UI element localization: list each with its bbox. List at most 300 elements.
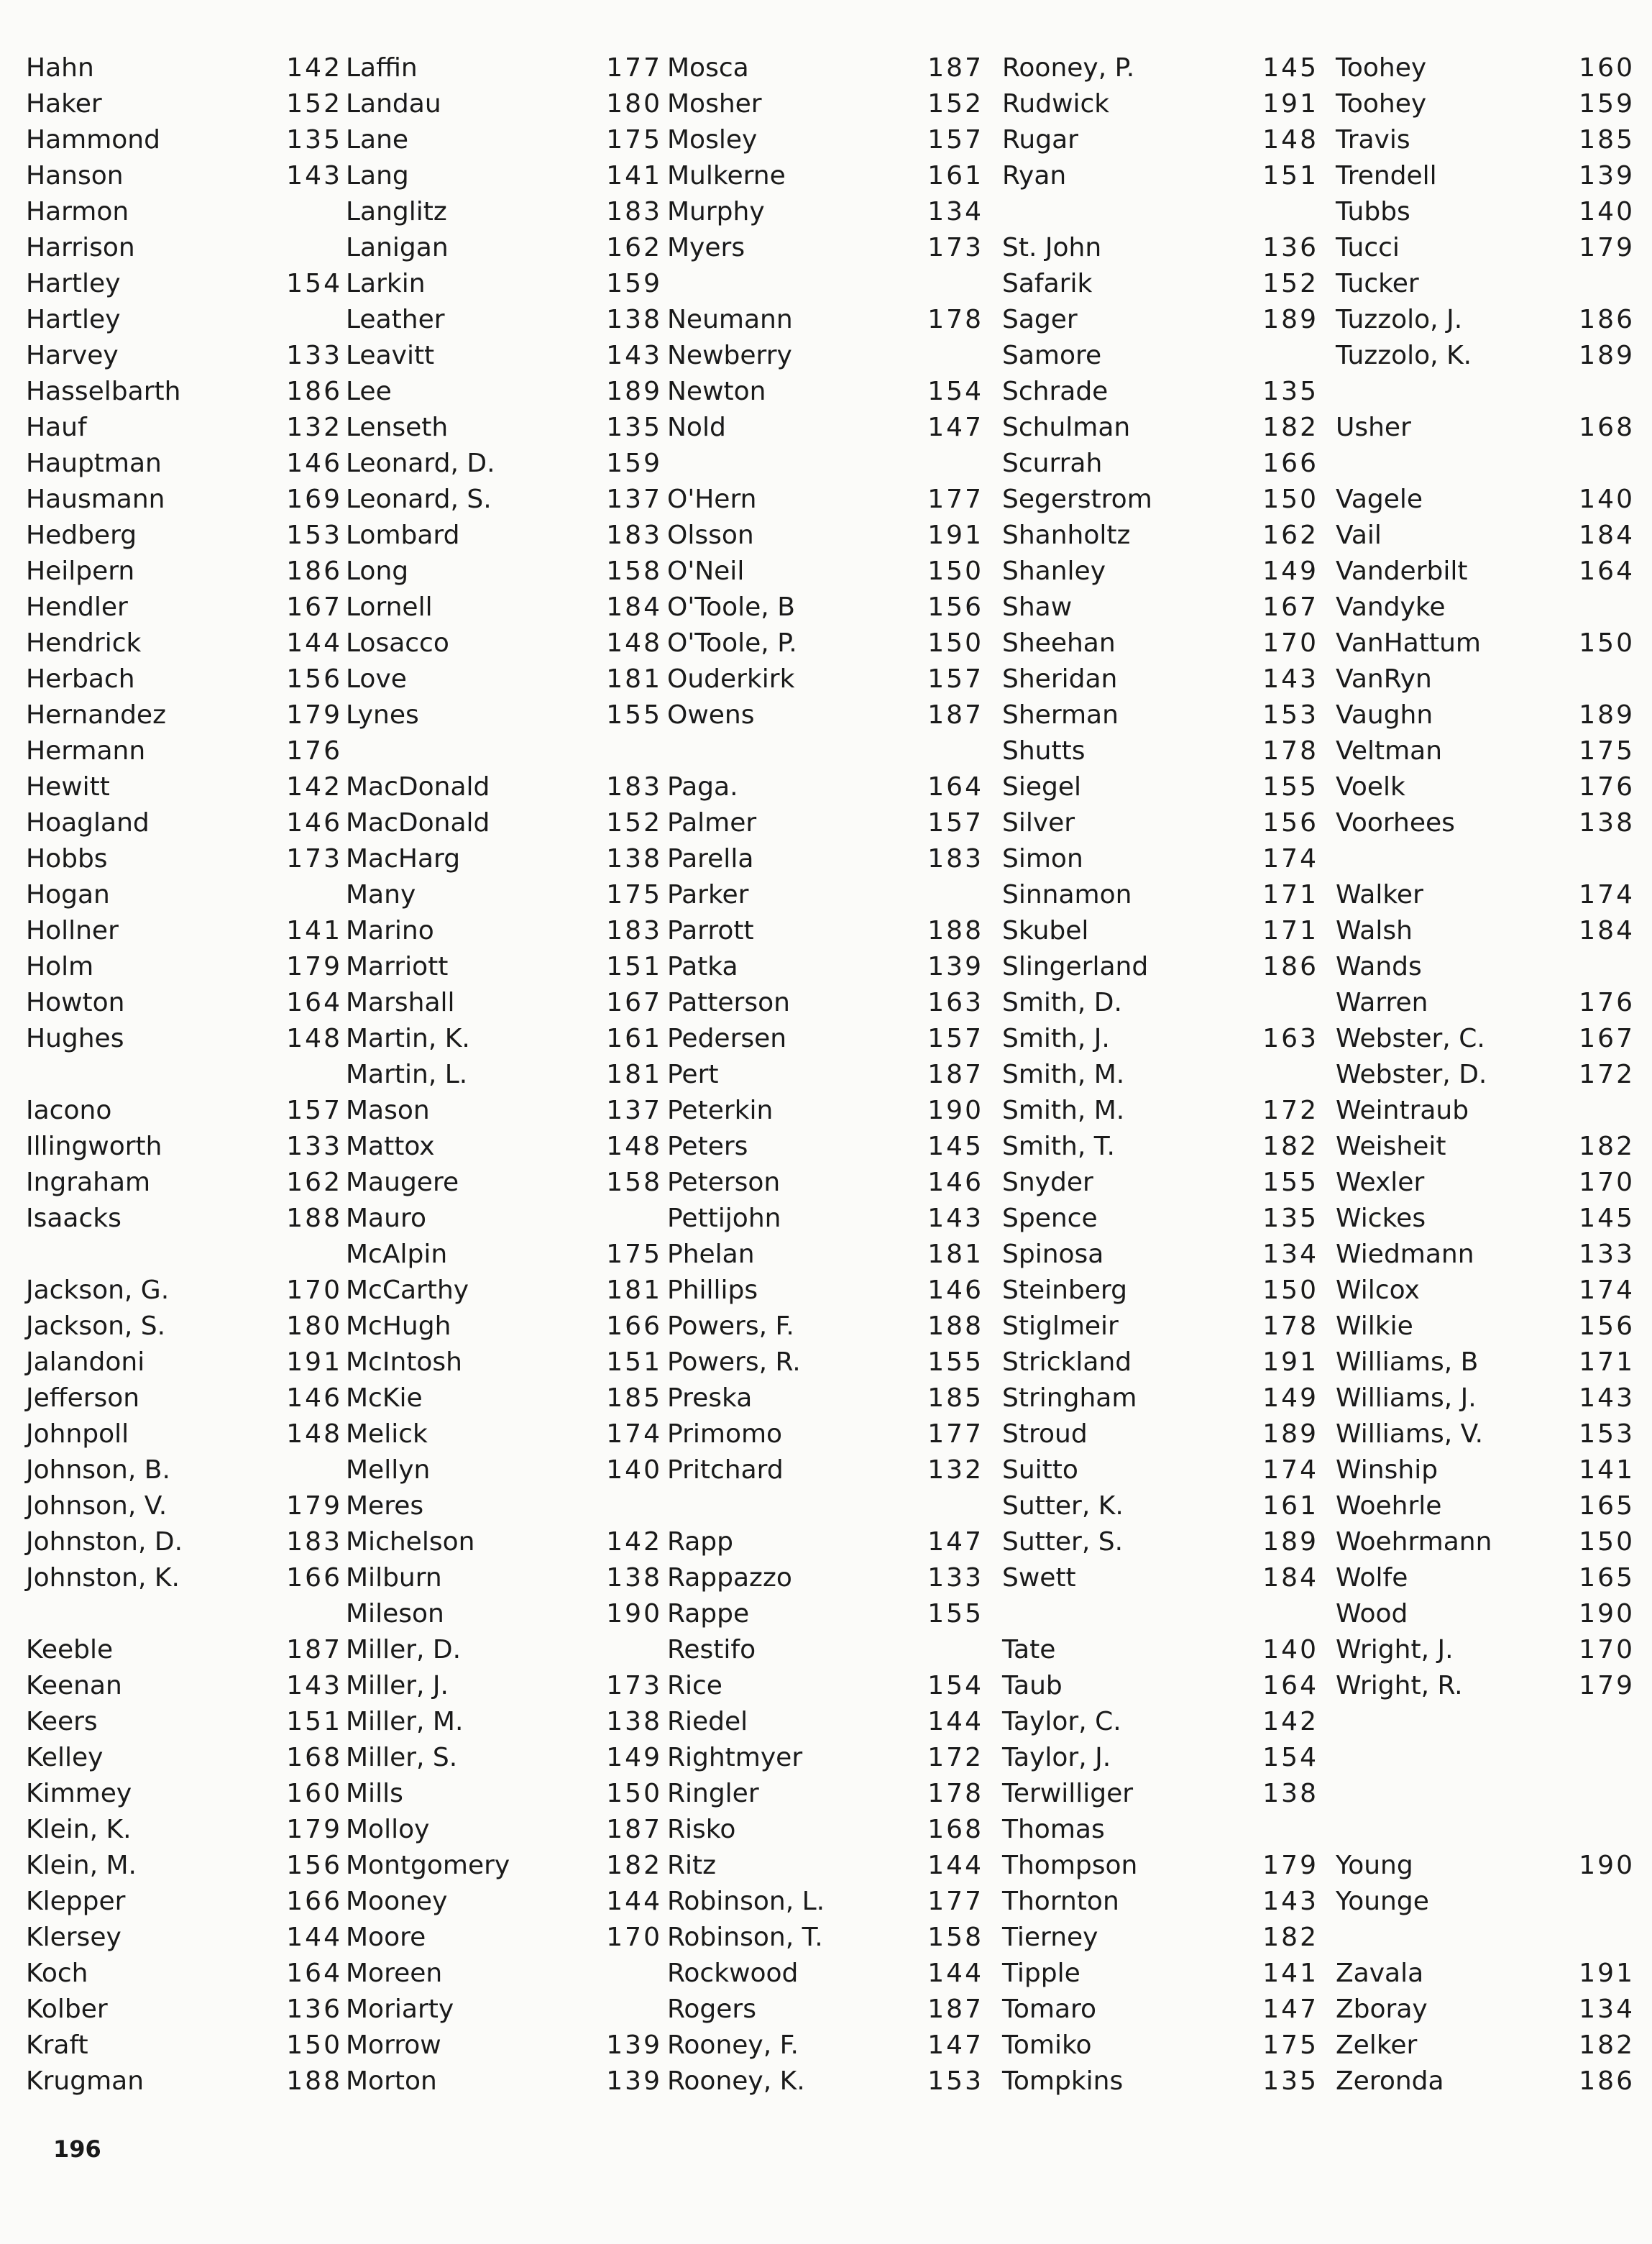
- entry-page-number: 185: [927, 1383, 983, 1413]
- entry-name: Preska: [667, 1383, 753, 1413]
- entry-name: Miller, M.: [346, 1707, 464, 1736]
- index-entry: [1336, 697, 1652, 733]
- entry-name: Snyder: [1002, 1168, 1093, 1197]
- index-entry: [1336, 769, 1652, 805]
- entry-name: Zavala: [1336, 1959, 1424, 1988]
- entry-name: Stroud: [1002, 1419, 1088, 1449]
- entry-name: Riedel: [667, 1707, 748, 1736]
- entry-name: Herbach: [26, 664, 135, 694]
- entry-page-number: 146: [927, 1276, 983, 1305]
- entry-name: McAlpin: [346, 1240, 448, 1269]
- entry-name: Taylor, J.: [1002, 1743, 1111, 1772]
- entry-page-number: 138: [606, 844, 662, 874]
- entry-page-number: 164: [1262, 1671, 1318, 1700]
- entry-name: Miller, S.: [346, 1743, 458, 1772]
- entry-name: Marshall: [346, 988, 455, 1017]
- entry-name: Jefferson: [26, 1383, 140, 1413]
- entry-page-number: 155: [606, 700, 662, 730]
- index-entry: [346, 1093, 662, 1129]
- entry-page-number: 150: [1262, 1276, 1318, 1305]
- entry-name: VanHattum: [1336, 628, 1481, 658]
- index-entry: [667, 769, 983, 805]
- entry-page-number: 189: [1262, 1527, 1318, 1557]
- index-entry: [667, 230, 983, 266]
- index-entry: [346, 1488, 662, 1524]
- entry-name: Hobbs: [26, 844, 108, 874]
- index-entry: [346, 913, 662, 949]
- entry-page-number: 152: [927, 89, 983, 119]
- index-column-2: [346, 50, 662, 2099]
- entry-name: Mason: [346, 1096, 430, 1125]
- entry-page-number: 182: [606, 1851, 662, 1880]
- entry-page-number: 180: [606, 89, 662, 119]
- index-entry: [346, 1812, 662, 1848]
- entry-name: Parrott: [667, 916, 754, 945]
- index-entry: [346, 1129, 662, 1165]
- entry-name: Mills: [346, 1779, 403, 1808]
- index-entry: [26, 1093, 342, 1129]
- entry-page-number: 142: [606, 1527, 662, 1557]
- entry-page-number: 184: [606, 592, 662, 622]
- entry-name: MacDonald: [346, 808, 490, 838]
- entry-page-number: 144: [927, 1959, 983, 1988]
- entry-name: Neumann: [667, 305, 793, 334]
- entry-page-number: 161: [606, 1024, 662, 1053]
- index-entry: [26, 1884, 342, 1920]
- entry-name: Isaacks: [26, 1204, 121, 1233]
- entry-page-number: 135: [606, 413, 662, 442]
- index-entry: [1002, 374, 1318, 410]
- index-entry: [346, 877, 662, 913]
- entry-name: Webster, D.: [1336, 1060, 1487, 1089]
- entry-page-number: 191: [1579, 1959, 1635, 1988]
- entry-page-number: 170: [286, 1276, 342, 1305]
- entry-name: Harmon: [26, 197, 129, 226]
- entry-page-number: 188: [927, 1311, 983, 1341]
- entry-name: Tubbs: [1336, 197, 1410, 226]
- index-entry: [26, 1021, 342, 1057]
- entry-page-number: 187: [286, 1635, 342, 1664]
- entry-name: Molloy: [346, 1815, 430, 1844]
- entry-name: Lynes: [346, 700, 419, 730]
- entry-name: Williams, J.: [1336, 1383, 1477, 1413]
- index-entry: [1002, 1021, 1318, 1057]
- entry-page-number: 161: [1262, 1491, 1318, 1521]
- index-entry: [346, 482, 662, 518]
- entry-page-number: 136: [1262, 233, 1318, 262]
- entry-name: Klein, M.: [26, 1851, 137, 1880]
- entry-name: Keeble: [26, 1635, 114, 1664]
- entry-page-number: 143: [286, 161, 342, 191]
- index-entry: [1002, 626, 1318, 661]
- entry-name: Montgomery: [346, 1851, 510, 1880]
- entry-name: Paga.: [667, 772, 738, 802]
- index-entry: [346, 1309, 662, 1345]
- index-entry: [667, 697, 983, 733]
- index-entry: [346, 122, 662, 158]
- index-entry: [667, 1632, 983, 1668]
- entry-name: Sager: [1002, 305, 1078, 334]
- entry-name: Hauf: [26, 413, 87, 442]
- entry-name: Koch: [26, 1959, 88, 1988]
- index-entry: [346, 50, 662, 86]
- index-entry: [346, 1345, 662, 1380]
- entry-page-number: 179: [1262, 1851, 1318, 1880]
- entry-name: Hammond: [26, 125, 160, 155]
- index-entry: [26, 1596, 342, 1632]
- entry-page-number: 179: [1579, 233, 1635, 262]
- entry-page-number: 187: [927, 1060, 983, 1089]
- entry-page-number: 152: [1262, 269, 1318, 298]
- index-entry: [346, 302, 662, 338]
- index-entry: [346, 1992, 662, 2028]
- entry-name: Zelker: [1336, 2030, 1418, 2060]
- entry-name: Slingerland: [1002, 952, 1149, 981]
- entry-name: Murphy: [667, 197, 765, 226]
- entry-page-number: 188: [927, 916, 983, 945]
- entry-name: Strickland: [1002, 1347, 1132, 1377]
- index-entry: [26, 805, 342, 841]
- entry-page-number: 144: [286, 1923, 342, 1952]
- index-entry: [26, 446, 342, 482]
- entry-page-number: 150: [927, 557, 983, 586]
- index-entry: [1336, 661, 1652, 697]
- entry-name: Hollner: [26, 916, 119, 945]
- entry-name: Kraft: [26, 2030, 88, 2060]
- entry-page-number: 148: [1262, 125, 1318, 155]
- entry-page-number: 158: [606, 1168, 662, 1197]
- index-entry: [346, 1057, 662, 1093]
- index-entry: [1002, 1093, 1318, 1129]
- entry-name: Rudwick: [1002, 89, 1110, 119]
- entry-page-number: 164: [286, 988, 342, 1017]
- entry-name: Parker: [667, 880, 749, 910]
- entry-name: McHugh: [346, 1311, 451, 1341]
- entry-page-number: 145: [1579, 1204, 1635, 1233]
- entry-page-number: 133: [286, 1132, 342, 1161]
- entry-page-number: 175: [1262, 2030, 1318, 2060]
- entry-name: Leavitt: [346, 341, 435, 370]
- entry-page-number: 158: [606, 557, 662, 586]
- entry-name: Marino: [346, 916, 434, 945]
- entry-name: Weintraub: [1336, 1096, 1469, 1125]
- entry-page-number: 175: [606, 125, 662, 155]
- entry-name: Melick: [346, 1419, 428, 1449]
- entry-page-number: 184: [1262, 1563, 1318, 1593]
- entry-page-number: 138: [1262, 1779, 1318, 1808]
- entry-page-number: 152: [286, 89, 342, 119]
- entry-page-number: 137: [606, 1096, 662, 1125]
- index-entry: [667, 1524, 983, 1560]
- entry-page-number: 156: [927, 592, 983, 622]
- entry-name: Wands: [1336, 952, 1422, 981]
- index-entry: [1002, 1812, 1318, 1848]
- entry-name: Patterson: [667, 988, 790, 1017]
- entry-name: Pettijohn: [667, 1204, 781, 1233]
- index-entry: [667, 1021, 983, 1057]
- entry-page-number: 191: [286, 1347, 342, 1377]
- index-entry: [667, 1165, 983, 1201]
- entry-page-number: 185: [606, 1383, 662, 1413]
- entry-name: Rockwood: [667, 1959, 799, 1988]
- entry-name: Long: [346, 557, 409, 586]
- index-entry: [1336, 1740, 1652, 1776]
- entry-name: VanRyn: [1336, 664, 1432, 694]
- index-entry: [1002, 877, 1318, 913]
- entry-name: Owens: [667, 700, 755, 730]
- entry-page-number: 132: [927, 1455, 983, 1485]
- index-entry: [1336, 86, 1652, 122]
- entry-name: Phelan: [667, 1240, 755, 1269]
- entry-page-number: 162: [606, 233, 662, 262]
- entry-name: Rugar: [1002, 125, 1078, 155]
- entry-name: Shanholtz: [1002, 521, 1131, 550]
- entry-page-number: 139: [927, 952, 983, 981]
- entry-page-number: 149: [1262, 557, 1318, 586]
- entry-name: Tierney: [1002, 1923, 1098, 1952]
- entry-page-number: 135: [286, 125, 342, 155]
- entry-name: Shutts: [1002, 736, 1086, 766]
- entry-name: Olsson: [667, 521, 754, 550]
- index-entry: [667, 1237, 983, 1273]
- index-entry: [26, 482, 342, 518]
- entry-name: Usher: [1336, 413, 1411, 442]
- entry-name: Wood: [1336, 1599, 1408, 1629]
- entry-name: Hermann: [26, 736, 146, 766]
- entry-page-number: 190: [606, 1599, 662, 1629]
- entry-name: Harrison: [26, 233, 135, 262]
- index-entry: [667, 1345, 983, 1380]
- index-entry: [346, 1524, 662, 1560]
- index-entry: [667, 1093, 983, 1129]
- index-entry: [667, 86, 983, 122]
- entry-name: Trendell: [1336, 161, 1437, 191]
- entry-name: Sutter, S.: [1002, 1527, 1124, 1557]
- entry-name: Toohey: [1336, 53, 1427, 83]
- index-entry: [26, 158, 342, 194]
- entry-page-number: 188: [286, 2066, 342, 2096]
- entry-name: Travis: [1336, 125, 1410, 155]
- entry-name: Mauro: [346, 1204, 426, 1233]
- index-entry: [26, 1848, 342, 1884]
- entry-page-number: 142: [286, 53, 342, 83]
- index-entry: [1002, 518, 1318, 554]
- entry-name: Zboray: [1336, 1995, 1428, 2024]
- entry-page-number: 158: [927, 1923, 983, 1952]
- entry-page-number: 171: [1262, 916, 1318, 945]
- entry-page-number: 144: [927, 1851, 983, 1880]
- entry-name: Wright, R.: [1336, 1671, 1463, 1700]
- entry-name: Kolber: [26, 1995, 108, 2024]
- entry-page-number: 184: [1579, 521, 1635, 550]
- index-entry: [1336, 1632, 1652, 1668]
- entry-name: Love: [346, 664, 407, 694]
- entry-name: Ouderkirk: [667, 664, 795, 694]
- entry-page-number: 157: [927, 664, 983, 694]
- index-entry: [1336, 1057, 1652, 1093]
- entry-page-number: 153: [927, 2066, 983, 2096]
- index-entry: [667, 1956, 983, 1992]
- entry-name: Thornton: [1002, 1887, 1119, 1916]
- entry-page-number: 171: [1262, 880, 1318, 910]
- index-entry: [1002, 661, 1318, 697]
- entry-name: Nold: [667, 413, 726, 442]
- index-entry: [1336, 949, 1652, 985]
- index-entry: [346, 626, 662, 661]
- entry-page-number: 157: [286, 1096, 342, 1125]
- entry-name: Illingworth: [26, 1132, 162, 1161]
- entry-name: McKie: [346, 1383, 423, 1413]
- index-entry: [667, 877, 983, 913]
- index-entry: [667, 1668, 983, 1704]
- index-entry: [26, 1237, 342, 1273]
- entry-name: Iacono: [26, 1096, 112, 1125]
- entry-name: O'Toole, B: [667, 592, 795, 622]
- entry-page-number: 147: [927, 413, 983, 442]
- index-entry: [667, 1129, 983, 1165]
- index-entry: [667, 1704, 983, 1740]
- index-entry: [1002, 1560, 1318, 1596]
- index-entry: [346, 1416, 662, 1452]
- entry-name: Moreen: [346, 1959, 443, 1988]
- entry-page-number: 166: [286, 1563, 342, 1593]
- entry-page-number: 138: [606, 1563, 662, 1593]
- entry-page-number: 159: [606, 449, 662, 478]
- index-entry: [1002, 1057, 1318, 1093]
- entry-page-number: 132: [286, 413, 342, 442]
- entry-page-number: 156: [1262, 808, 1318, 838]
- entry-name: Steinberg: [1002, 1276, 1127, 1305]
- index-entry: [667, 841, 983, 877]
- entry-name: Kimmey: [26, 1779, 132, 1808]
- index-entry: [1002, 1524, 1318, 1560]
- entry-name: Moriarty: [346, 1995, 454, 2024]
- index-entry: [346, 769, 662, 805]
- entry-name: Milburn: [346, 1563, 442, 1593]
- entry-name: Younge: [1336, 1887, 1429, 1916]
- entry-page-number: 174: [1579, 880, 1635, 910]
- entry-page-number: 191: [927, 521, 983, 550]
- entry-name: Jackson, G.: [26, 1276, 170, 1305]
- index-entry: [667, 1201, 983, 1237]
- entry-name: Meres: [346, 1491, 424, 1521]
- index-entry: [346, 1201, 662, 1237]
- index-entry: [1002, 1380, 1318, 1416]
- entry-page-number: 181: [606, 1276, 662, 1305]
- index-entry: [346, 1380, 662, 1416]
- entry-name: Hughes: [26, 1024, 124, 1053]
- entry-page-number: 159: [606, 269, 662, 298]
- index-entry: [26, 122, 342, 158]
- entry-page-number: 179: [286, 952, 342, 981]
- entry-page-number: 155: [927, 1347, 983, 1377]
- index-entry: [26, 590, 342, 626]
- entry-name: Segerstrom: [1002, 485, 1152, 514]
- entry-page-number: 141: [286, 916, 342, 945]
- index-entry: [26, 1416, 342, 1452]
- index-entry: [1336, 1992, 1652, 2028]
- entry-name: Laffin: [346, 53, 418, 83]
- entry-name: Sheridan: [1002, 664, 1118, 694]
- entry-page-number: 178: [1262, 1311, 1318, 1341]
- entry-page-number: 182: [1579, 2030, 1635, 2060]
- entry-page-number: 148: [286, 1419, 342, 1449]
- index-entry: [1002, 1452, 1318, 1488]
- entry-name: Landau: [346, 89, 441, 119]
- index-entry: [1336, 626, 1652, 661]
- index-entry: [667, 1884, 983, 1920]
- entry-name: Rice: [667, 1671, 722, 1700]
- entry-name: Walsh: [1336, 916, 1413, 945]
- entry-name: Wolfe: [1336, 1563, 1408, 1593]
- index-entry: [1336, 985, 1652, 1021]
- entry-name: Rapp: [667, 1527, 733, 1557]
- entry-name: Mattox: [346, 1132, 435, 1161]
- index-entry: [1336, 266, 1652, 302]
- entry-name: Losacco: [346, 628, 449, 658]
- entry-page-number: 174: [606, 1419, 662, 1449]
- index-entry: [667, 1416, 983, 1452]
- index-entry: [1002, 1416, 1318, 1452]
- entry-name: Johnpoll: [26, 1419, 129, 1449]
- entry-page-number: 173: [606, 1671, 662, 1700]
- index-column-4: [1002, 50, 1318, 2099]
- index-entry: [346, 86, 662, 122]
- index-entry: [346, 1704, 662, 1740]
- entry-name: Hedberg: [26, 521, 137, 550]
- index-entry: [346, 949, 662, 985]
- index-entry: [1336, 338, 1652, 374]
- entry-name: Rappazzo: [667, 1563, 792, 1593]
- index-entry: [1002, 841, 1318, 877]
- entry-page-number: 167: [1579, 1024, 1635, 1053]
- entry-page-number: 150: [606, 1779, 662, 1808]
- entry-name: Ryan: [1002, 161, 1067, 191]
- entry-name: Wexler: [1336, 1168, 1425, 1197]
- entry-name: Tucci: [1336, 233, 1400, 262]
- entry-page-number: 145: [927, 1132, 983, 1161]
- entry-page-number: 155: [927, 1599, 983, 1629]
- entry-name: Skubel: [1002, 916, 1089, 945]
- entry-name: Peterson: [667, 1168, 781, 1197]
- entry-page-number: 186: [1262, 952, 1318, 981]
- entry-name: Hernandez: [26, 700, 166, 730]
- entry-page-number: 165: [1579, 1491, 1635, 1521]
- entry-page-number: 138: [606, 305, 662, 334]
- entry-page-number: 148: [286, 1024, 342, 1053]
- index-entry: [1002, 158, 1318, 194]
- index-entry: [26, 2028, 342, 2064]
- index-entry: [667, 985, 983, 1021]
- index-entry: [1336, 1021, 1652, 1057]
- entry-name: Miller, J.: [346, 1671, 449, 1700]
- index-entry: [1002, 913, 1318, 949]
- entry-page-number: 178: [927, 305, 983, 334]
- entry-name: Woehrle: [1336, 1491, 1442, 1521]
- index-entry: [1002, 1596, 1318, 1632]
- index-entry: [1002, 1309, 1318, 1345]
- entry-name: Young: [1336, 1851, 1413, 1880]
- entry-name: Vaughn: [1336, 700, 1433, 730]
- entry-page-number: 143: [1262, 1887, 1318, 1916]
- index-entry: [1336, 1776, 1652, 1812]
- entry-name: O'Toole, P.: [667, 628, 797, 658]
- entry-name: Schulman: [1002, 413, 1131, 442]
- entry-page-number: 186: [286, 377, 342, 406]
- index-entry: [346, 841, 662, 877]
- entry-name: O'Hern: [667, 485, 757, 514]
- index-entry: [1002, 1776, 1318, 1812]
